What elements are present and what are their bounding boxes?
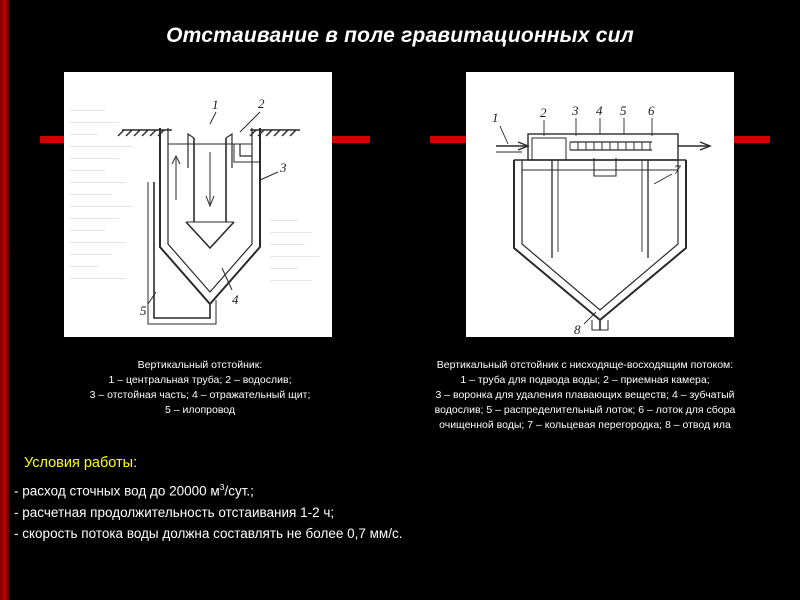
svg-text:————: ———— [270, 264, 298, 272]
svg-text:————————: ———————— [70, 274, 126, 282]
figure-vertical-settler [64, 72, 332, 337]
caption-left [55, 358, 345, 418]
caption-left-line-1: Вертикальный отстойник: [137, 359, 263, 371]
svg-text:——————: —————— [270, 276, 312, 284]
svg-text:——————: —————— [70, 250, 112, 258]
conditions-item-1-suffix: /сут.; [224, 483, 254, 499]
figure-left-label-5: 5 [140, 303, 147, 318]
caption-right-line-5: очищенной воды; 7 – кольцевая перегородка; 8 – отвод ила [439, 419, 731, 431]
svg-text:—————————: ————————— [70, 142, 133, 150]
caption-right [380, 358, 790, 433]
svg-text:—————: ————— [270, 240, 305, 248]
caption-left-line-3: 3 – отстойная часть; 4 – отражательный щит; [89, 389, 311, 401]
figure-left-label-1: 1 [212, 97, 219, 112]
svg-text:————————: ———————— [70, 178, 126, 186]
figure-right-label-5: 5 [620, 103, 627, 118]
svg-text:————: ———— [270, 216, 298, 224]
figure-left-label-3: 3 [280, 160, 287, 175]
conditions-item-1 [14, 477, 714, 502]
svg-text:————: ———— [70, 130, 98, 138]
svg-text:—————————: ————————— [70, 202, 133, 210]
figure-right-label-7: 7 [674, 162, 681, 177]
conditions-list [14, 477, 714, 544]
caption-right-line-2: 1 – труба для подвода воды; 2 – приемная камера; [460, 374, 710, 386]
figure-right-label-8: 8 [574, 322, 581, 337]
conditions-item-2: - расчетная продолжительность отстаивания 1-2 ч; [14, 504, 335, 520]
svg-text:———————: ——————— [70, 118, 119, 126]
figure-left-label-4: 4 [232, 292, 239, 307]
conditions-item-1-superscript: 3 [219, 482, 225, 492]
caption-right-line-4: водослив; 5 – распределительный лоток; 6 – лоток для сбора [434, 404, 736, 416]
svg-text:—————: ————— [70, 106, 105, 114]
svg-text:—————: ————— [70, 226, 105, 234]
svg-text:—————: ————— [70, 166, 105, 174]
caption-right-line-3: 3 – воронка для удаления плавающих веществ; 4 – зубчатый [435, 389, 735, 401]
svg-text:———————: ——————— [70, 214, 119, 222]
caption-left-line-2: 1 – центральная труба; 2 – водослив; [108, 374, 292, 386]
caption-right-line-1: Вертикальный отстойник с нисходяще-восходящим потоком: [436, 359, 734, 371]
figure-right-label-6: 6 [648, 103, 655, 118]
svg-text:————————: ———————— [70, 238, 126, 246]
figure-right-label-3: 3 [572, 103, 579, 118]
conditions-item-3: - скорость потока воды должна составлять не более 0,7 мм/с. [14, 525, 403, 541]
page-title: Отстаивание в поле гравитационных сил [166, 24, 634, 47]
caption-left-line-4: 5 – илопровод [164, 404, 236, 416]
figure-downflow-upflow-settler [466, 72, 734, 337]
svg-text:———————: ——————— [270, 252, 319, 260]
conditions-title: Условия работы: [24, 455, 138, 471]
svg-text:——————: —————— [70, 190, 112, 198]
left-accent-bar [0, 0, 9, 600]
figure-right-label-2: 2 [540, 105, 547, 120]
figure-left-label-2: 2 [258, 96, 265, 111]
svg-text:————: ———— [70, 262, 98, 270]
figure-right-label-4: 4 [596, 103, 603, 118]
conditions-item-1-prefix: - расход сточных вод до 20000 м [14, 483, 220, 499]
figure-right-label-1: 1 [492, 110, 499, 125]
svg-text:———————: ——————— [70, 154, 119, 162]
svg-text:——————: —————— [270, 228, 312, 236]
